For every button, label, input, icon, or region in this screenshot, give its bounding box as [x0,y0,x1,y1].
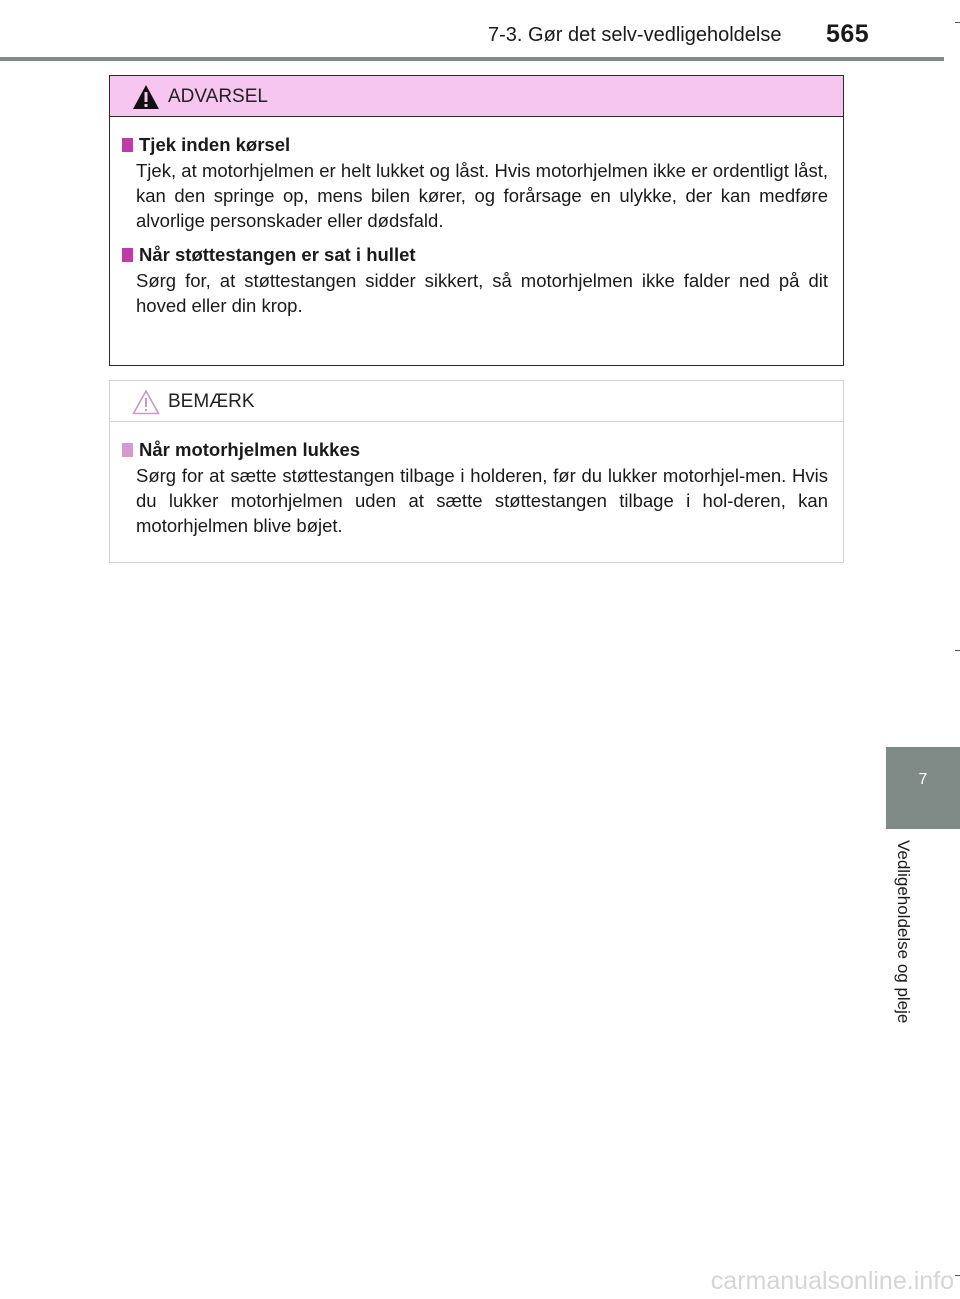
bullet-square-icon [122,248,133,262]
chapter-label: Vedligeholdelse og pleje [894,840,913,1024]
section-text: Sørg for, at støttestangen sidder sikkert, så motorhjelmen ikke falder ned på dit hoved eller din krop. [136,270,828,316]
header-rule [0,57,944,61]
notice-body [110,422,843,538]
bullet-square-icon [122,138,133,152]
warning-label: ADVARSEL [168,86,268,107]
section-heading: Når motorhjelmen lukkes [139,439,361,460]
watermark: carmanualsonline.info [710,1267,954,1295]
chapter-label-wrap [893,840,919,1052]
warning-section [122,243,828,318]
warning-box [109,75,844,366]
crop-mark [955,1275,960,1276]
crop-mark [955,22,960,23]
warning-section [122,133,828,233]
notice-box-header [110,381,843,422]
warning-body [110,117,843,318]
warning-box-header [110,76,843,117]
crop-mark [955,650,960,651]
warning-triangle-outline-icon [132,389,160,415]
section-heading: Når støttestangen er sat i hullet [139,244,416,265]
warning-triangle-filled-icon [132,84,160,110]
section-text: Sørg for at sætte støttestangen tilbage i holderen, før du lukker motorhjel-men. Hvis du lukker motorhjelmen uden at sætte støttestangen tilbage i hol-deren, kan motorhjelmen blive bøjet. [136,465,828,536]
section-heading: Tjek inden kørsel [139,134,291,155]
chapter-tab [886,747,960,829]
bullet-square-icon [122,443,133,457]
chapter-number: 7 [918,771,928,788]
notice-box [109,380,844,563]
section-title: 7-3. Gør det selv-vedligeholdelse [488,24,782,46]
section-text: Tjek, at motorhjelmen er helt lukket og låst. Hvis motorhjelmen ikke er ordentligt låst, kan den springe op, mens bilen kører, og forårsage en ulykke, der kan medføre alvorlige personskader eller dødsfald. [136,160,828,231]
page-number: 565 [826,20,870,48]
notice-section [122,438,828,538]
notice-label: BEMÆRK [168,391,255,412]
